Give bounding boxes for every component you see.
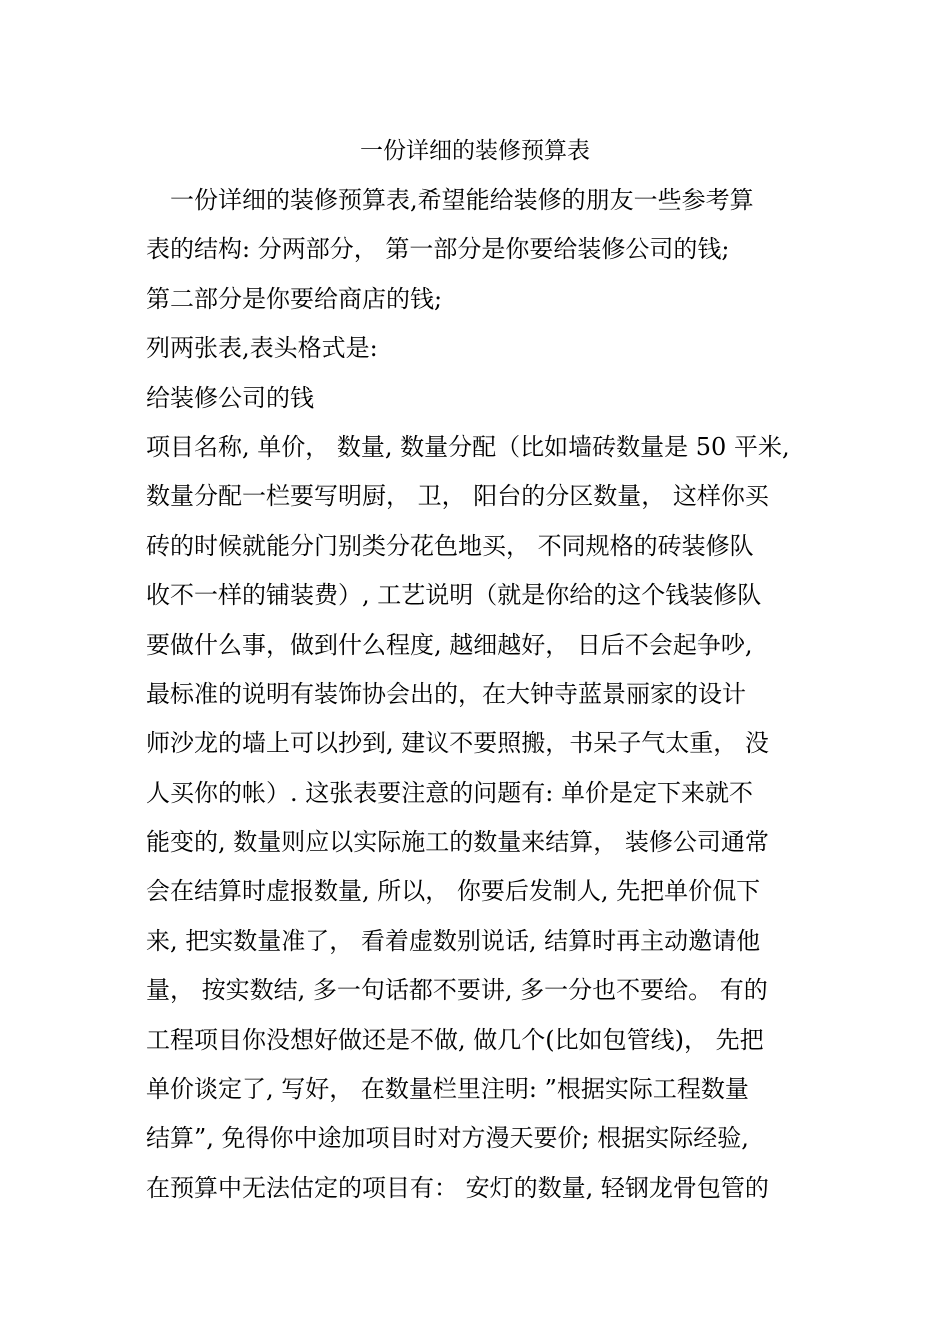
- paragraph-line: 项目名称, 单价， 数量, 数量分配（比如墙砖数量是 50 平米,: [146, 432, 790, 461]
- paragraph-line: 师沙龙的墙上可以抄到, 建议不要照搬，书呆子气太重， 没: [146, 729, 769, 758]
- paragraph-line: 一份详细的装修预算表,希望能给装修的朋友一些参考算: [170, 186, 754, 214]
- paragraph-line: 单价谈定了, 写好， 在数量栏里注明: ”根据实际工程数量: [146, 1075, 749, 1104]
- paragraph-line: 在预算中无法估定的项目有： 安灯的数量, 轻钢龙骨包管的: [146, 1173, 769, 1202]
- paragraph-line: 会在结算时虚报数量, 所以， 你要后发制人, 先把单价侃下: [146, 877, 761, 906]
- paragraph-line: 表的结构: 分两部分， 第一部分是你要给装修公司的钱;: [146, 235, 730, 264]
- paragraph-line: 量， 按实数结, 多一句话都不要讲, 多一分也不要给。 有的: [146, 976, 768, 1005]
- document-title: 一份详细的装修预算表: [360, 138, 590, 164]
- paragraph-line: 能变的, 数量则应以实际施工的数量来结算， 装修公司通常: [146, 828, 769, 857]
- paragraph-line: 结算”, 免得你中途加项目时对方漫天要价; 根据实际经验,: [146, 1124, 749, 1153]
- paragraph-line: 砖的时候就能分门别类分花色地买， 不同规格的砖装修队: [146, 531, 754, 560]
- document-body: [146, 176, 826, 1213]
- paragraph-line: 来, 把实数量准了， 看着虚数别说话, 结算时再主动邀请他: [146, 926, 761, 955]
- paragraph-line: 最标准的说明有装饰协会出的，在大钟寺蓝景丽家的设计: [146, 679, 746, 708]
- paragraph-line: 人买你的帐）. 这张表要注意的问题有: 单价是定下来就不: [146, 778, 753, 807]
- paragraph-line: 要做什么事，做到什么程度, 越细越好， 日后不会起争吵,: [146, 630, 753, 659]
- paragraph-line: 工程项目你没想好做还是不做, 做几个(比如包管线)， 先把: [146, 1025, 764, 1054]
- paragraph-line: 数量分配一栏要写明厨， 卫， 阳台的分区数量， 这样你买: [146, 482, 769, 511]
- paragraph-line: 给装修公司的钱: [146, 383, 314, 412]
- paragraph-line: 第二部分是你要给商店的钱;: [146, 284, 443, 313]
- paragraph-line: 列两张表,表头格式是:: [146, 334, 378, 363]
- paragraph-line: 收不一样的铺装费）, 工艺说明（就是你给的这个钱装修队: [146, 581, 762, 610]
